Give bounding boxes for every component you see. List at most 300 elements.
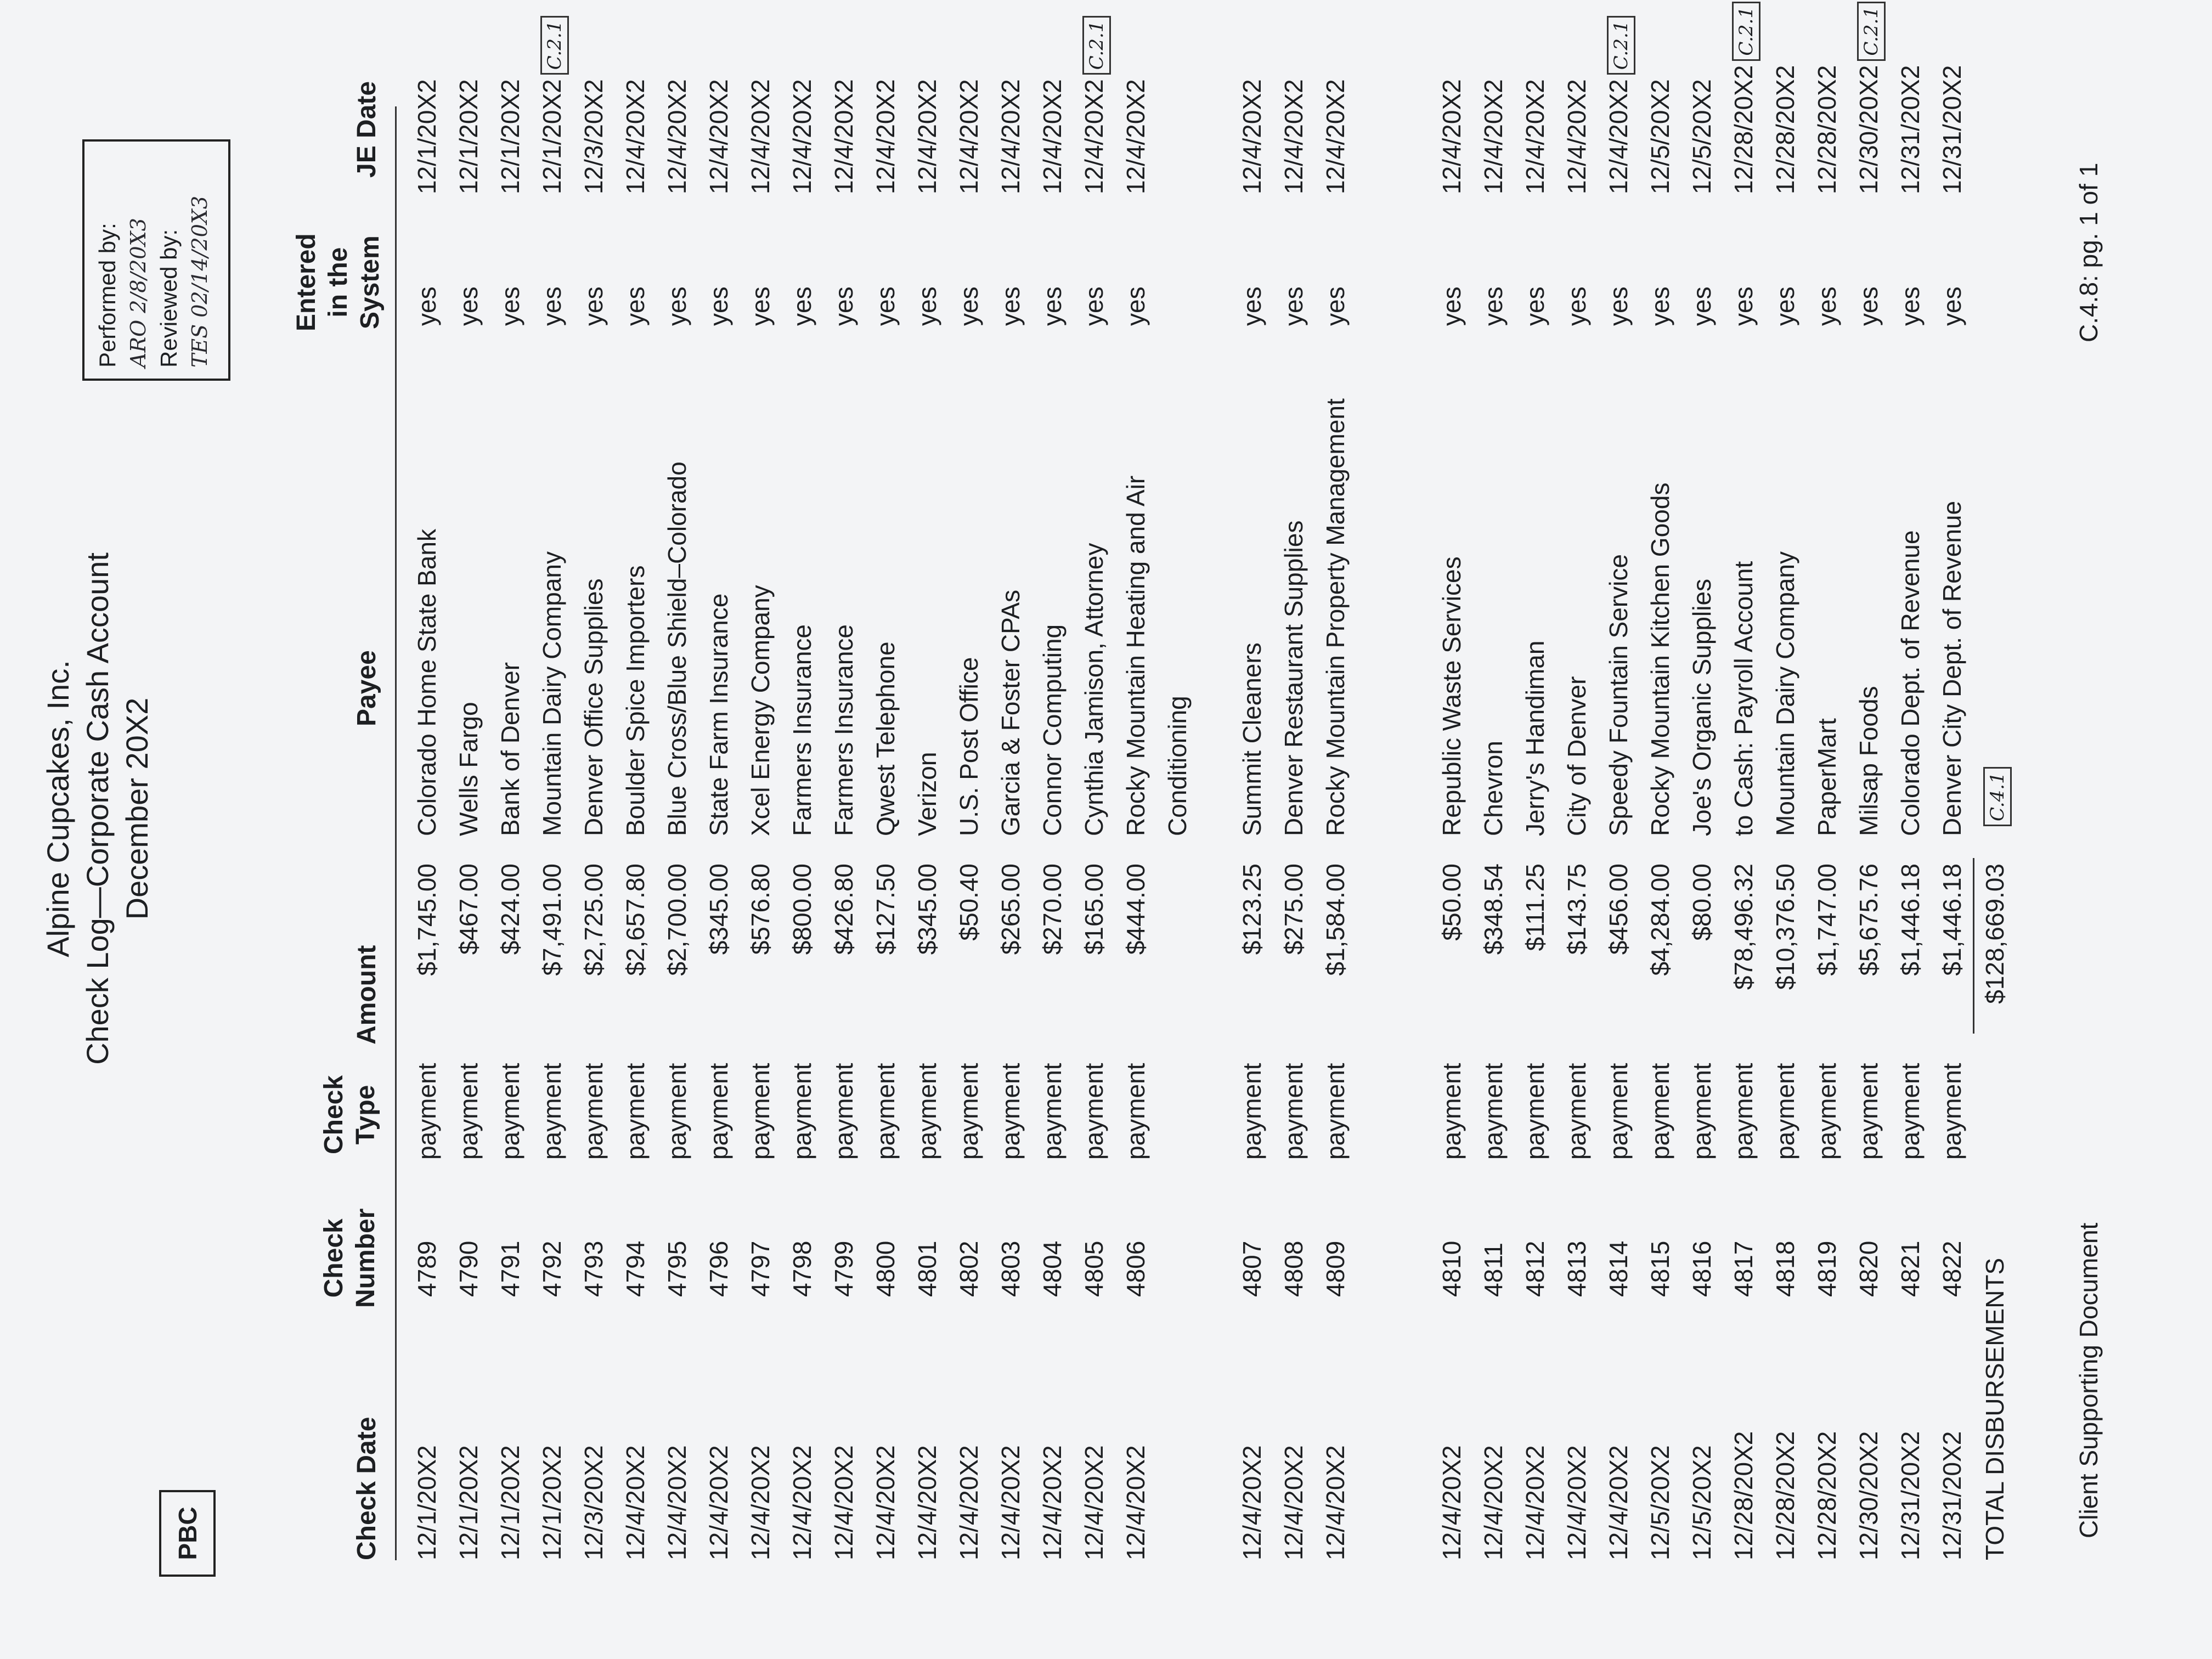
- check-number: 4803: [996, 1240, 1025, 1297]
- check-date: 12/28/20X2: [1771, 1431, 1799, 1560]
- je-date: 12/4/20X2: [1479, 79, 1508, 194]
- je-date: 12/31/20X2: [1938, 65, 1966, 194]
- check-type: payment: [1238, 1063, 1266, 1160]
- je-date: 12/4/20X2: [621, 79, 650, 194]
- check-type: payment: [621, 1063, 650, 1160]
- check-date: 12/4/20X2: [663, 1445, 691, 1560]
- amount: $426.80: [830, 864, 858, 955]
- entered-in-system: yes: [1562, 286, 1591, 326]
- tickmark-reference: C.2.1: [1857, 2, 1886, 61]
- entered-in-system: yes: [1080, 286, 1108, 326]
- payee: Joe's Organic Supplies: [1688, 578, 1716, 836]
- tickmark-reference: C.2.1: [1607, 16, 1635, 75]
- check-number: 4801: [913, 1240, 941, 1297]
- payee: Blue Cross/Blue Shield–Colorado: [663, 461, 691, 836]
- payee: Speedy Fountain Service: [1604, 554, 1633, 836]
- payee: Verizon: [913, 752, 941, 836]
- entered-in-system: yes: [1646, 286, 1674, 326]
- check-date: 12/30/20X2: [1854, 1431, 1883, 1560]
- tickmark-reference: C.2.1: [1082, 16, 1111, 75]
- check-number: 4804: [1038, 1240, 1066, 1297]
- amount: $80.00: [1688, 864, 1716, 941]
- check-number: 4796: [704, 1240, 733, 1297]
- check-type: payment: [579, 1063, 608, 1160]
- check-type: payment: [1279, 1063, 1308, 1160]
- entered-in-system: yes: [1771, 286, 1799, 326]
- payee: Rocky Mountain Kitchen Goods: [1646, 482, 1674, 836]
- je-date: 12/4/20X2: [830, 79, 858, 194]
- check-date: 12/4/20X2: [1038, 1445, 1066, 1560]
- col-header-check-number: Check Number: [319, 1208, 380, 1308]
- performed-by-label: Performed by:: [94, 223, 120, 368]
- payee: Republic Waste Services: [1437, 556, 1466, 836]
- amount: $467.00: [454, 864, 483, 955]
- header-rule: [395, 106, 397, 1560]
- amount: $1,446.18: [1896, 864, 1925, 976]
- payee: Colorado Home State Bank: [413, 529, 441, 836]
- table-row: [740, 52, 781, 1560]
- je-date: 12/5/20X2: [1688, 79, 1716, 194]
- check-type: payment: [413, 1063, 441, 1160]
- check-type: payment: [704, 1063, 733, 1160]
- payee: City of Denver: [1562, 676, 1591, 836]
- check-type: payment: [1646, 1063, 1674, 1160]
- amount: $143.75: [1562, 864, 1591, 955]
- check-type: payment: [1521, 1063, 1549, 1160]
- je-date: 12/4/20X2: [663, 79, 691, 194]
- entered-in-system: yes: [538, 286, 566, 326]
- document-period: December 20X2: [120, 697, 154, 920]
- check-number: 4811: [1479, 1243, 1508, 1297]
- je-date: 12/4/20X2: [1521, 79, 1549, 194]
- entered-in-system: yes: [1038, 286, 1066, 326]
- payee: Rocky Mountain Heating and Air Conditioning: [1121, 475, 1192, 836]
- footer-client-supporting: Client Supporting Document: [2074, 1222, 2103, 1538]
- entered-in-system: yes: [913, 286, 941, 326]
- check-number: 4822: [1938, 1240, 1966, 1297]
- check-date: 12/4/20X2: [955, 1445, 983, 1560]
- check-date: 12/4/20X2: [1437, 1445, 1466, 1560]
- payee: Jerry's Handiman: [1521, 640, 1549, 836]
- check-date: 12/4/20X2: [1279, 1445, 1308, 1560]
- check-number: 4815: [1646, 1240, 1674, 1297]
- col-header-amount: Amount: [352, 945, 381, 1045]
- payee: Denver City Dept. of Revenue: [1938, 500, 1966, 836]
- table-row: [698, 52, 740, 1560]
- je-date: 12/4/20X2: [1321, 79, 1350, 194]
- entered-in-system: yes: [1479, 286, 1508, 326]
- check-type: payment: [1729, 1063, 1758, 1160]
- check-number: 4818: [1771, 1240, 1799, 1297]
- table-row: [1889, 52, 1931, 1560]
- amount: $2,725.00: [579, 864, 608, 976]
- je-date: 12/4/20X2C.2.1: [1598, 16, 1639, 194]
- document-title: Check Log—Corporate Cash Account: [80, 552, 115, 1065]
- entered-in-system: yes: [1688, 286, 1716, 326]
- check-number: 4792: [538, 1240, 566, 1297]
- entered-in-system: yes: [579, 286, 608, 326]
- check-type: payment: [1562, 1063, 1591, 1160]
- check-type: payment: [1437, 1063, 1466, 1160]
- amount: $4,284.00: [1646, 864, 1674, 976]
- check-date: 12/4/20X2: [1562, 1445, 1591, 1560]
- check-date: 12/28/20X2: [1729, 1431, 1758, 1560]
- tickmark-reference: C.2.1: [540, 16, 569, 75]
- table-row: [1314, 52, 1398, 1560]
- reviewed-by-label: Reviewed by:: [156, 229, 182, 368]
- check-number: 4809: [1321, 1240, 1350, 1297]
- entered-in-system: yes: [1854, 286, 1883, 326]
- check-log-table: [406, 6, 2017, 1560]
- check-number: 4795: [663, 1240, 691, 1297]
- amount: $1,446.18: [1938, 864, 1966, 976]
- check-number: 4794: [621, 1240, 650, 1297]
- table-row: [1681, 52, 1723, 1560]
- je-date: 12/1/20X2: [413, 79, 441, 194]
- check-number: 4790: [454, 1240, 483, 1297]
- payee: Denver Restaurant Supplies: [1279, 520, 1308, 836]
- je-date: 12/1/20X2C.2.1: [531, 16, 573, 194]
- payee: Cynthia Jamison, Attorney: [1080, 543, 1108, 836]
- amount: $1,747.00: [1813, 864, 1841, 976]
- check-type: payment: [1813, 1063, 1841, 1160]
- je-date: 12/4/20X2: [955, 79, 983, 194]
- amount: $50.40: [955, 864, 983, 941]
- col-header-entered: Entered in the System: [292, 233, 385, 331]
- check-date: 12/4/20X2: [871, 1445, 900, 1560]
- check-date: 12/5/20X2: [1688, 1445, 1716, 1560]
- amount: $7,491.00: [538, 864, 566, 976]
- check-date: 12/4/20X2: [1238, 1445, 1266, 1560]
- table-row: [781, 52, 823, 1560]
- check-type: payment: [538, 1063, 566, 1160]
- check-number: 4807: [1238, 1240, 1266, 1297]
- payee: Mountain Dairy Company: [538, 551, 566, 836]
- table-row: [573, 52, 614, 1560]
- je-date: 12/4/20X2: [1437, 79, 1466, 194]
- check-date: 12/4/20X2: [1121, 1445, 1150, 1560]
- table-row: [614, 52, 656, 1560]
- payee: Garcia & Foster CPAs: [996, 589, 1025, 836]
- payee: Milsap Foods: [1854, 686, 1883, 836]
- check-date: 12/1/20X2: [413, 1445, 441, 1560]
- table-row: [406, 52, 448, 1560]
- je-date: 12/30/20X2C.2.1: [1848, 2, 1889, 194]
- footer-page-ref: C.4.8: pg. 1 of 1: [2074, 162, 2103, 342]
- payee: Summit Cleaners: [1238, 642, 1266, 836]
- check-type: payment: [788, 1063, 816, 1160]
- check-date: 12/4/20X2: [1479, 1445, 1508, 1560]
- check-number: 4805: [1080, 1240, 1108, 1297]
- je-date: 12/1/20X2: [496, 79, 524, 194]
- payee: Denver Office Supplies: [579, 578, 608, 836]
- check-date: 12/4/20X2: [996, 1445, 1025, 1560]
- entered-in-system: yes: [1238, 286, 1266, 326]
- table-row: [823, 52, 865, 1560]
- check-date: 12/4/20X2: [1080, 1445, 1108, 1560]
- table-row: [948, 52, 990, 1560]
- total-tickmark: [1973, 767, 2017, 831]
- je-date: 12/4/20X2: [996, 79, 1025, 194]
- check-type: payment: [955, 1063, 983, 1160]
- check-type: payment: [996, 1063, 1025, 1160]
- amount: $165.00: [1080, 864, 1108, 955]
- table-row: [1231, 52, 1273, 1560]
- check-date: 12/1/20X2: [538, 1445, 566, 1560]
- table-row: [1639, 52, 1681, 1560]
- amount: $265.00: [996, 864, 1025, 955]
- check-date: 12/28/20X2: [1813, 1431, 1841, 1560]
- entered-in-system: yes: [704, 286, 733, 326]
- payee: U.S. Post Office: [955, 657, 983, 836]
- je-date: 12/4/20X2: [871, 79, 900, 194]
- entered-in-system: yes: [1279, 286, 1308, 326]
- table-row: [1115, 52, 1198, 1560]
- check-date: 12/31/20X2: [1896, 1431, 1925, 1560]
- entered-in-system: yes: [1121, 286, 1150, 326]
- payee: Chevron: [1479, 741, 1508, 836]
- entered-in-system: yes: [1604, 286, 1633, 326]
- entered-in-system: yes: [1321, 286, 1350, 326]
- check-number: 4820: [1854, 1240, 1883, 1297]
- payee: Boulder Spice Importers: [621, 565, 650, 836]
- table-row: [906, 52, 948, 1560]
- check-type: payment: [1854, 1063, 1883, 1160]
- entered-in-system: yes: [746, 286, 775, 326]
- check-date: 12/4/20X2: [788, 1445, 816, 1560]
- check-number: 4793: [579, 1240, 608, 1297]
- check-number: 4798: [788, 1240, 816, 1297]
- payee: Bank of Denver: [496, 662, 524, 836]
- entered-in-system: yes: [454, 286, 483, 326]
- je-date: 12/4/20X2: [1562, 79, 1591, 194]
- col-header-check-type: Check Type: [319, 1075, 380, 1154]
- total-row: [1973, 52, 2017, 1560]
- entered-in-system: yes: [621, 286, 650, 326]
- check-date: 12/4/20X2: [746, 1445, 775, 1560]
- check-number: 4813: [1562, 1240, 1591, 1297]
- document-header: [38, 507, 157, 1110]
- amount: $424.00: [496, 864, 524, 955]
- amount: $345.00: [704, 864, 733, 955]
- entered-in-system: yes: [955, 286, 983, 326]
- check-date: 12/31/20X2: [1938, 1431, 1966, 1560]
- company-name: Alpine Cupcakes, Inc.: [41, 660, 75, 957]
- payee: State Farm Insurance: [704, 593, 733, 836]
- payee: Colorado Dept. of Revenue: [1896, 530, 1925, 836]
- payee: Mountain Dairy Company: [1771, 551, 1799, 836]
- check-date: 12/4/20X2: [1521, 1445, 1549, 1560]
- check-type: payment: [454, 1063, 483, 1160]
- amount: $123.25: [1238, 864, 1266, 955]
- check-number: 4821: [1896, 1240, 1925, 1297]
- check-date: 12/4/20X2: [830, 1445, 858, 1560]
- check-type: payment: [1938, 1063, 1966, 1160]
- check-number: 4789: [413, 1240, 441, 1297]
- je-date: 12/4/20X2C.2.1: [1073, 16, 1115, 194]
- je-date: 12/4/20X2: [704, 79, 733, 194]
- entered-in-system: yes: [1437, 286, 1466, 326]
- je-date: 12/5/20X2: [1646, 79, 1674, 194]
- check-type: payment: [1479, 1063, 1508, 1160]
- check-number: 4806: [1121, 1240, 1150, 1297]
- check-type: payment: [496, 1063, 524, 1160]
- je-date: 12/31/20X2: [1896, 65, 1925, 194]
- amount: $127.50: [871, 864, 900, 955]
- amount: $800.00: [788, 864, 816, 955]
- je-date: 12/28/20X2C.2.1: [1723, 2, 1764, 194]
- je-date: 12/4/20X2: [1121, 79, 1150, 194]
- col-header-check-date: Check Date: [352, 1417, 381, 1560]
- check-number: 4819: [1813, 1240, 1841, 1297]
- amount: $2,700.00: [663, 864, 691, 976]
- amount: $1,584.00: [1321, 864, 1350, 976]
- table-row: [656, 52, 698, 1560]
- entered-in-system: yes: [830, 286, 858, 326]
- check-type: payment: [663, 1063, 691, 1160]
- amount: $111.25: [1521, 864, 1549, 951]
- check-date: 12/4/20X2: [621, 1445, 650, 1560]
- check-number: 4817: [1729, 1240, 1758, 1297]
- amount: $576.80: [746, 864, 775, 955]
- amount: $270.00: [1038, 864, 1066, 955]
- entered-in-system: yes: [1729, 286, 1758, 326]
- payee: Farmers Insurance: [830, 624, 858, 836]
- entered-in-system: yes: [996, 286, 1025, 326]
- check-number: 4810: [1437, 1240, 1466, 1297]
- table-row: [990, 52, 1031, 1560]
- payee: Qwest Telephone: [871, 641, 900, 836]
- entered-in-system: yes: [496, 286, 524, 326]
- table-row: [1764, 52, 1806, 1560]
- payee: Connor Computing: [1038, 624, 1066, 836]
- check-type: payment: [1688, 1063, 1716, 1160]
- check-number: 4797: [746, 1240, 775, 1297]
- je-date: 12/4/20X2: [1279, 79, 1308, 194]
- amount: $2,657.80: [621, 864, 650, 976]
- je-date: 12/4/20X2: [1238, 79, 1266, 194]
- je-date: 12/1/20X2: [454, 79, 483, 194]
- entered-in-system: yes: [663, 286, 691, 326]
- check-type: payment: [746, 1063, 775, 1160]
- amount: $10,376.50: [1771, 864, 1799, 990]
- total-amount: $128,669.03: [1980, 864, 2009, 1004]
- check-number: 4800: [871, 1240, 900, 1297]
- table-row: [1273, 52, 1314, 1560]
- entered-in-system: yes: [1896, 286, 1925, 326]
- amount: $275.00: [1279, 864, 1308, 955]
- amount: $345.00: [913, 864, 941, 955]
- check-type: payment: [1038, 1063, 1066, 1160]
- check-number: 4799: [830, 1240, 858, 1297]
- check-type: payment: [1771, 1063, 1799, 1160]
- check-number: 4808: [1279, 1240, 1308, 1297]
- check-type: payment: [1604, 1063, 1633, 1160]
- table-row: [1556, 52, 1598, 1560]
- je-date: 12/28/20X2: [1771, 65, 1799, 194]
- amount: $50.00: [1437, 864, 1466, 941]
- check-number: 4791: [496, 1240, 524, 1297]
- payee: PaperMart: [1813, 718, 1841, 836]
- reviewed-by-value: TES 02/14/20X3: [188, 195, 212, 368]
- table-row: [1472, 52, 1514, 1560]
- check-date: 12/4/20X2: [1604, 1445, 1633, 1560]
- check-number: 4816: [1688, 1240, 1716, 1297]
- check-type: payment: [1121, 1063, 1150, 1160]
- col-header-je-date: JE Date: [352, 81, 381, 178]
- check-date: 12/1/20X2: [454, 1445, 483, 1560]
- entered-in-system: yes: [1521, 286, 1549, 326]
- entered-in-system: yes: [1813, 286, 1841, 326]
- check-type: payment: [830, 1063, 858, 1160]
- table-row: [1931, 52, 1973, 1560]
- je-date: 12/3/20X2: [579, 79, 608, 194]
- check-number: 4812: [1521, 1240, 1549, 1297]
- table-row: [531, 20, 573, 1560]
- amount: $444.00: [1121, 864, 1150, 955]
- je-date: 12/4/20X2: [746, 79, 775, 194]
- check-type: payment: [1080, 1063, 1108, 1160]
- payee: Wells Fargo: [454, 702, 483, 836]
- amount: $456.00: [1604, 864, 1633, 955]
- check-date: 12/4/20X2: [913, 1445, 941, 1560]
- table-row: [1806, 52, 1848, 1560]
- table-row: [448, 52, 489, 1560]
- entered-in-system: yes: [1938, 286, 1966, 326]
- signoff-box: [82, 139, 230, 381]
- col-header-payee: Payee: [352, 650, 381, 726]
- table-row: [865, 52, 906, 1560]
- check-date: 12/5/20X2: [1646, 1445, 1674, 1560]
- je-date: 12/4/20X2: [788, 79, 816, 194]
- check-date: 12/1/20X2: [496, 1445, 524, 1560]
- tickmark-reference: C.2.1: [1732, 2, 1760, 61]
- tickmark-reference: C.4.1: [1983, 767, 2012, 826]
- payee: Rocky Mountain Property Management: [1321, 398, 1350, 836]
- je-date: 12/4/20X2: [913, 79, 941, 194]
- entered-in-system: yes: [413, 286, 441, 326]
- table-row: [489, 52, 531, 1560]
- entered-in-system: yes: [871, 286, 900, 326]
- check-number: 4814: [1604, 1240, 1633, 1297]
- check-date: 12/3/20X2: [579, 1445, 608, 1560]
- row-spacer: [1198, 52, 1231, 1560]
- check-type: payment: [1321, 1063, 1350, 1160]
- entered-in-system: yes: [788, 286, 816, 326]
- amount: $348.54: [1479, 864, 1508, 955]
- check-type: payment: [913, 1063, 941, 1160]
- check-date: 12/4/20X2: [704, 1445, 733, 1560]
- payee: to Cash: Payroll Account: [1729, 561, 1758, 836]
- table-row: [1598, 20, 1639, 1560]
- check-type: payment: [1896, 1063, 1925, 1160]
- row-spacer: [1398, 52, 1431, 1560]
- payee: Farmers Insurance: [788, 624, 816, 836]
- je-date: 12/28/20X2: [1813, 65, 1841, 194]
- je-date: 12/4/20X2: [1038, 79, 1066, 194]
- table-row: [1431, 52, 1472, 1560]
- table-row: [1514, 52, 1556, 1560]
- total-label: TOTAL DISBURSEMENTS: [1980, 1257, 2009, 1560]
- table-row: [1031, 52, 1073, 1560]
- table-row: [1073, 20, 1115, 1560]
- amount: $78,496.32: [1729, 864, 1758, 990]
- amount: $1,745.00: [413, 864, 441, 976]
- performed-by-value: ARO 2/8/20X3: [126, 218, 150, 368]
- check-number: 4802: [955, 1240, 983, 1297]
- pbc-label: PBC: [159, 1490, 216, 1577]
- table-row: [1848, 6, 1889, 1560]
